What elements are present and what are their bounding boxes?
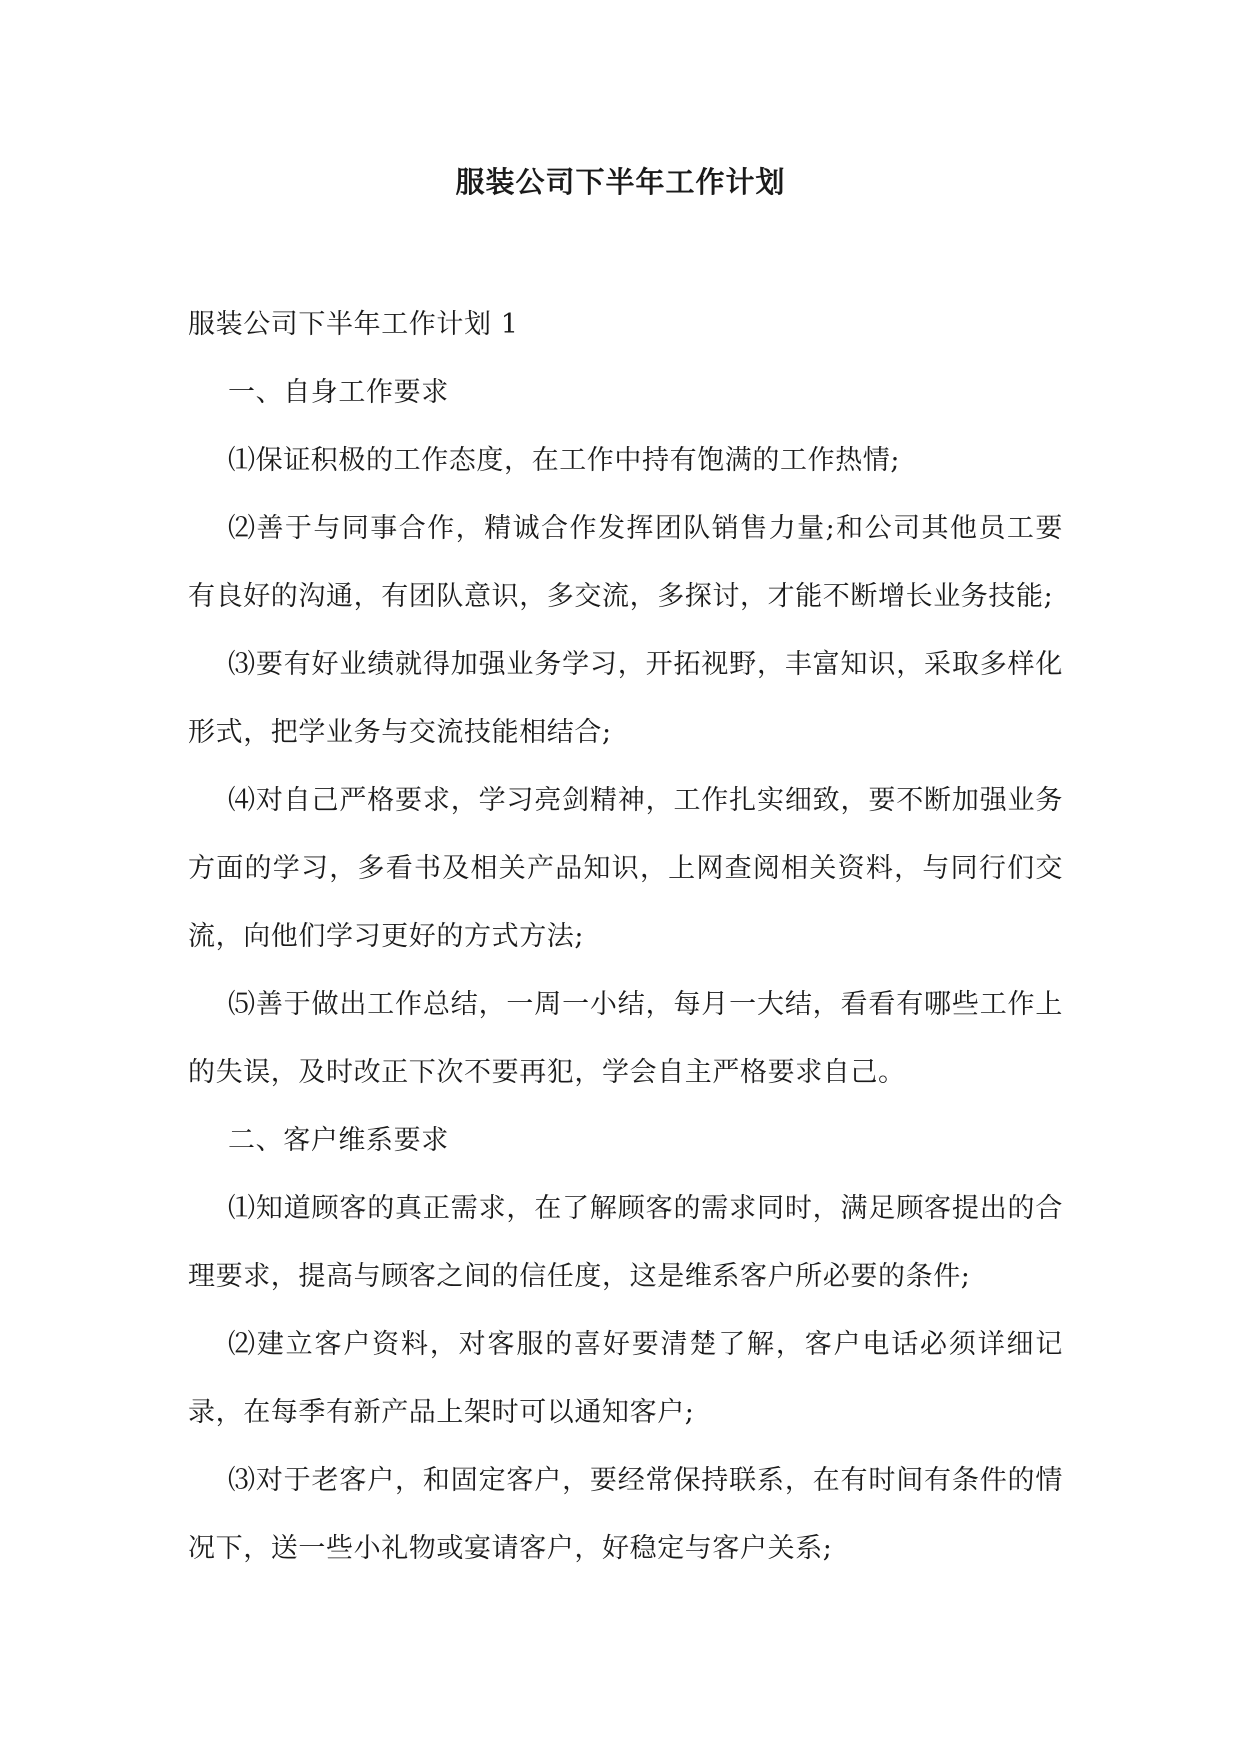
paragraph: ⑵建立客户资料，对客服的喜好要清楚了解，客户电话必须详细记录，在每季有新产品上架时可以通知客户; — [188, 1329, 1063, 1428]
paragraph: ⑶对于老客户，和固定客户，要经常保持联系，在有时间有条件的情况下，送一些小礼物或宴请客户，好稳定与客户关系; — [188, 1465, 1063, 1564]
paragraph: ⑴保证积极的工作态度，在工作中持有饱满的工作热情; — [228, 445, 901, 476]
section-heading: 二、客户维系要求 — [228, 1125, 449, 1156]
paragraph: ⑵善于与同事合作，精诚合作发挥团队销售力量;和公司其他员工要有良好的沟通，有团队意识，多交流，多探讨，才能不断增长业务技能; — [188, 513, 1063, 612]
document-subtitle: 服装公司下半年工作计划 1 — [188, 309, 519, 340]
paragraph: ⑴知道顾客的真正需求，在了解顾客的需求同时，满足顾客提出的合理要求，提高与顾客之间的信任度，这是维系客户所必要的条件; — [188, 1193, 1063, 1292]
paragraph: ⑸善于做出工作总结，一周一小结，每月一大结，看看有哪些工作上的失误，及时改正下次不要再犯，学会自主严格要求自己。 — [188, 989, 1063, 1088]
paragraph: ⑶要有好业绩就得加强业务学习，开拓视野，丰富知识，采取多样化形式，把学业务与交流技能相结合; — [188, 649, 1063, 748]
document-body — [188, 291, 1063, 1583]
section-heading: 一、自身工作要求 — [228, 377, 449, 408]
document-title: 服装公司下半年工作计划 — [455, 165, 786, 199]
paragraph: ⑷对自己严格要求，学习亮剑精神，工作扎实细致，要不断加强业务方面的学习，多看书及相关产品知识，上网查阅相关资料，与同行们交流，向他们学习更好的方式方法; — [188, 785, 1063, 952]
